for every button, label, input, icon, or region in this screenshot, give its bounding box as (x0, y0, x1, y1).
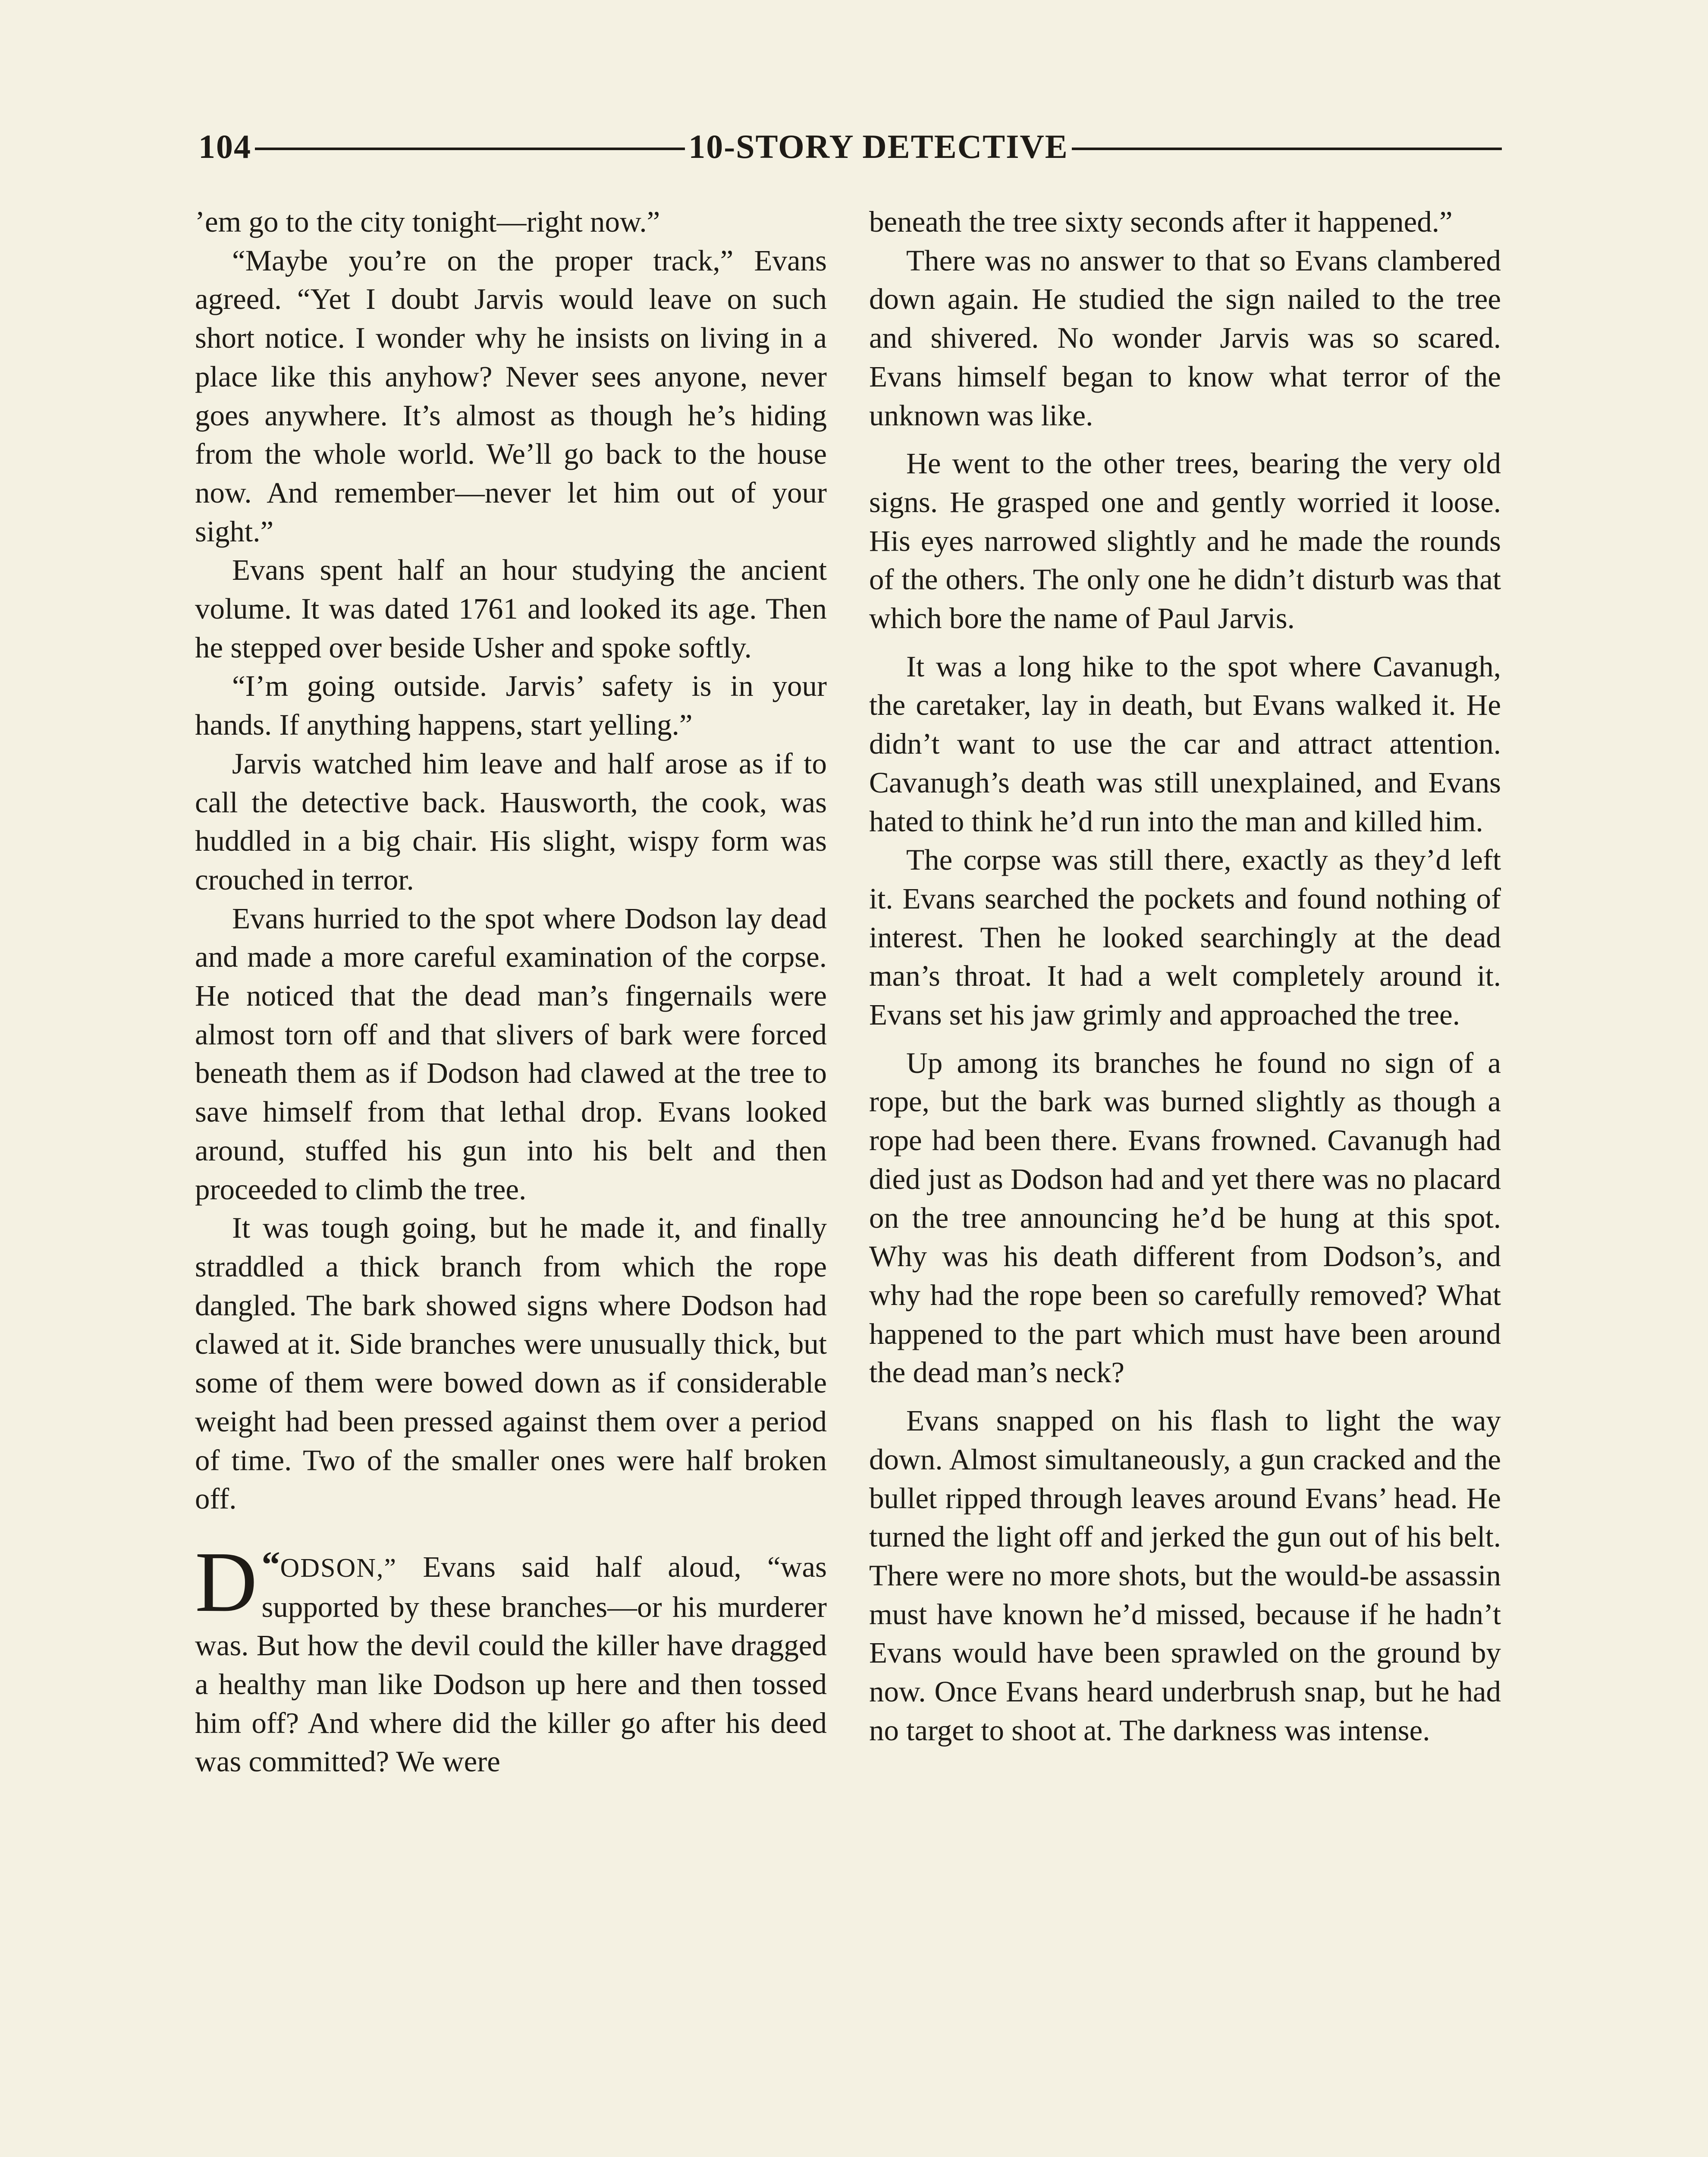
page-number: 104 (198, 128, 251, 165)
magazine-title: 10-STORY DETECTIVE (688, 128, 1068, 165)
drop-cap-smallcaps: ODSON,” (280, 1553, 397, 1583)
drop-cap-paragraph (195, 1534, 827, 1781)
header-rule-left (255, 148, 685, 150)
paragraph: Evans spent half an hour studying the ancient volume. It was dated 1761 and looked its age. Then he stepped over beside Usher and spoke softly. (195, 553, 827, 664)
paragraph: beneath the tree sixty seconds after it happened.” (869, 205, 1453, 238)
paragraph: Evans snapped on his flash to light the way down. Almost simultaneously, a gun cracked and the bullet ripped through leaves around Evans’ head. He turned the light off and jerked the gun out of his belt. There were no more shots, but the would-be assassin must have known he’d missed, because if he hadn’t Evans would have been sprawled on the ground by now. Once Evans heard underbrush snap, but he had no target to shoot at. The darkness was intense. (869, 1404, 1501, 1747)
drop-cap-paragraph-text: Evans said half aloud, “was supported by these branches—or his murderer was. But how the devil could the killer have dragged a healthy man like Dodson up here and then tossed him off? And where did the killer go after his deed was committed? We were (195, 1550, 827, 1778)
section-break (195, 1519, 827, 1545)
paragraph: He went to the other trees, bearing the very old signs. He grasped one and gently worried it loose. His eyes narrowed slightly and he made the rounds of the others. The only one he didn’t disturb was that which bore the name of Paul Jarvis. (869, 447, 1501, 635)
paragraph: The corpse was still there, exactly as they’d left it. Evans searched the pockets and found nothing of interest. Then he looked searchingly at the dead man’s throat. It had a welt completely around it. Evans set his jaw grimly and approached the tree. (869, 843, 1501, 1031)
paragraph: There was no answer to that so Evans clambered down again. He studied the sign nailed to the tree and shivered. No wonder Jarvis was so scared. Evans himself began to know what terror of the unknown was like. (869, 244, 1501, 432)
header-rule-right (1072, 148, 1502, 150)
running-head (198, 121, 1505, 173)
paragraph: Evans hurried to the spot where Dodson lay dead and made a more careful examination of the corpse. He noticed that the dead man’s fingernails were almost torn off and that slivers of bark were forced beneath them as if Dodson had clawed at the tree to save himself from that lethal drop. Evans looked around, stuffed his gun into his belt and then proceeded to climb the tree. (195, 902, 827, 1206)
left-text-column (195, 203, 827, 1781)
paragraph: Up among its branches he found no sign of a rope, but the bark was burned slightly as though a rope had been there. Evans frowned. Cavanugh had died just as Dodson had and yet there was no placard on the tree announcing he’d be hung at this spot. Why was his death different from Dodson’s, and why had the rope been so carefully removed? What happened to the part which must have been around the dead man’s neck? (869, 1046, 1501, 1389)
paragraph: It was a long hike to the spot where Cavanugh, the caretaker, lay in death, but Evans walked it. He didn’t want to use the car and attract attention. Cavanugh’s death was still unexplained, and Evans hated to think he’d run into the man and killed him. (869, 650, 1501, 838)
paragraph: Jarvis watched him leave and half arose as if to call the detective back. Hausworth, the cook, was huddled in a big chair. His slight, wispy form was crouched in terror. (195, 747, 827, 896)
opening-quote: “ (261, 1543, 280, 1585)
paragraph: “Maybe you’re on the proper track,” Evans agreed. “Yet I doubt Jarvis would leave on such short notice. I wonder why he insists on living in a place like this anyhow? Never sees anyone, never goes anywhere. It’s almost as though he’s hiding from the whole world. We’ll go back to the house now. And remember—never let him out of your sight.” (195, 244, 827, 548)
drop-cap-initial: D (195, 1534, 257, 1630)
paragraph: “I’m going outside. Jarvis’ safety is in your hands. If anything happens, start yelling.” (195, 670, 827, 742)
paragraph: ’em go to the city tonight—right now.” (195, 205, 660, 238)
paragraph: It was tough going, but he made it, and finally straddled a thick branch from which the rope dangled. The bark showed signs where Dodson had clawed at it. Side branches were unusually thick, but some of them were bowed down as if considerable weight had been pressed against them over a period of time. Two of the smaller ones were half broken off. (195, 1211, 827, 1516)
right-text-column (869, 203, 1501, 1750)
